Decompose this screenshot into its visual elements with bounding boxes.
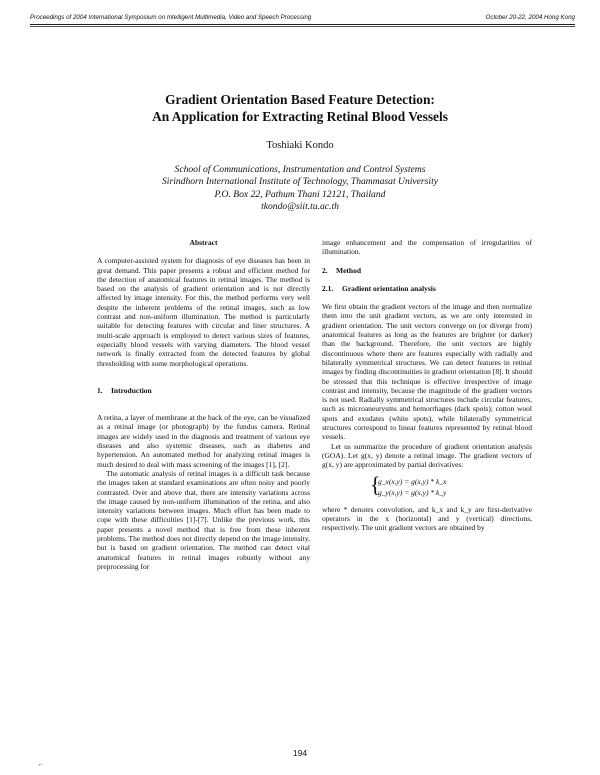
author-email: tkondo@siit.tu.ac.th xyxy=(261,201,339,213)
section-heading-method xyxy=(322,266,532,275)
intro-continuation: image enhancement and the compensation of irregularities of illumination. xyxy=(322,238,532,257)
abstract-text: A computer-assisted system for diagnosis of eye diseases has been in great demand. This paper presents a robust and efficient method for the detection of anatomical features in retinal images. The method is based on the analysis of gradient orientation and is not directly affected by image intensity. For this, the method performs very well despite the inherent problems of the retinal images, such as low contrast and non-uniform illumination. The method is particularly suitable for detecting features with circular and liner structures. A multi-scale approach is employed to detect various sizes of features, especially blood vessels with varying diameters. The blood vessel network is finally extracted from the detected features by global thresholding with some morphological operations. xyxy=(97,256,310,368)
affiliation-line-1: School of Communications, Instrumentation and Control Systems xyxy=(174,164,426,175)
section-title: Method xyxy=(336,265,361,275)
left-column xyxy=(97,238,310,571)
intro-paragraph-2: The automatic analysis of retinal images is a difficult task because the images taken at standard examinations are often noisy and poorly contrasted. Over and above that, there are intensity variations across the image caused by non-uniform illumination of the retina, and also intensity variations between images. Much effort has been made to cope with these difficulties [1]-[7]. Unlike the previous work, this paper presents a novel method that is free from these inherent problems. The method does not directly depend on the image intensity, but is based on gradient orientation. The method can detect vital anatomical features in retinal images robustly without any preprocessing for xyxy=(97,468,310,571)
method-paragraph-1: We first obtain the gradient vectors of the image and then normalize them into the unit gradient vectors, as we are only interested in gradient orientation. The unit vectors converge on (or diverge from) anatomical features as long as the features are brighter (or darker) than the background. Therefore, the unit vectors are highly discontinuous where there are features especially with radially and bilaterally symmetrical structures. We can detect features in retinal images by finding discontinuities in gradient orientation [8]. It should be stressed that this technique is effective irrespective of image contrast and intensity, because the magnitude of the gradient vectors is not used. Radially symmetrical structures include circular features, such as microaneurysms and hemorrhages (dark spots); cotton wool spots and exudates (white spots), while bilaterally symmetrical structures correspond to linear features represented by retinal blood vessels. xyxy=(322,302,532,442)
affiliation-line-3: P.O. Box 22, Pathum Thani 12121, Thailand xyxy=(214,188,386,200)
subsection-number: 2.1. xyxy=(322,283,334,293)
method-paragraph-3: where * denotes convolution, and k_x and k_y are first-derivative operators in the x (horizontal) and y (vertical) directions, respectively. The unit gradient vectors are obtained by xyxy=(322,504,532,533)
right-column xyxy=(322,238,532,532)
subsection-title: Gradient orientation analysis xyxy=(342,283,436,293)
equation-gx: g_x(x,y) = g(x,y) * k_x xyxy=(378,476,447,486)
method-paragraph-2: Let us summarize the procedure of gradient orientation analysis (GOA). Let g(x, y) denote a retinal image. The gradient vectors of g(x, y) are approximated by partial derivatives: xyxy=(322,441,532,470)
author-name: Toshiaki Kondo xyxy=(266,140,334,151)
paper-title xyxy=(0,91,600,125)
affiliation-line-2: Sirindhorn International Institute of Technology, Thammasat University xyxy=(162,176,438,188)
section-heading-introduction xyxy=(97,386,310,395)
section-number: 1. xyxy=(97,385,103,395)
page-number: 194 xyxy=(292,748,308,758)
section-number: 2. xyxy=(322,265,328,275)
subsection-heading-goa xyxy=(322,284,532,293)
header-rule xyxy=(30,24,575,25)
proceedings-title: Proceedings of 2004 International Symposium on Intelligent Multimedia, Video and Speech Processing xyxy=(30,14,312,21)
abstract-heading: Abstract xyxy=(189,238,218,247)
equation-brace: { xyxy=(370,471,381,497)
title-line-2: An Application for Extracting Retinal Blood Vessels xyxy=(152,109,448,124)
header-rule-secondary xyxy=(30,26,575,27)
gradient-equations xyxy=(370,471,532,498)
conference-date: October 20-22, 2004 Hong Kong xyxy=(485,14,575,21)
affiliation xyxy=(0,164,600,214)
equation-gy: g_y(x,y) = g(x,y) * k_y xyxy=(378,487,447,497)
title-line-1: Gradient Orientation Based Feature Detection: xyxy=(165,92,435,107)
corner-mark: ‚. xyxy=(38,759,43,767)
section-title: Introduction xyxy=(111,385,152,395)
intro-paragraph-1: A retina, a layer of membrane at the back of the eye, can be visualized as a retinal image (or photograph) by the fundus camera. Retinal images are widely used in the diagnosis and treatment of various eye diseases and also systemic diseases, such as diabetes and hypertension. An automated method for analyzing retinal images is much desired to deal with mass screening of the images [1], [2]. xyxy=(97,413,310,469)
